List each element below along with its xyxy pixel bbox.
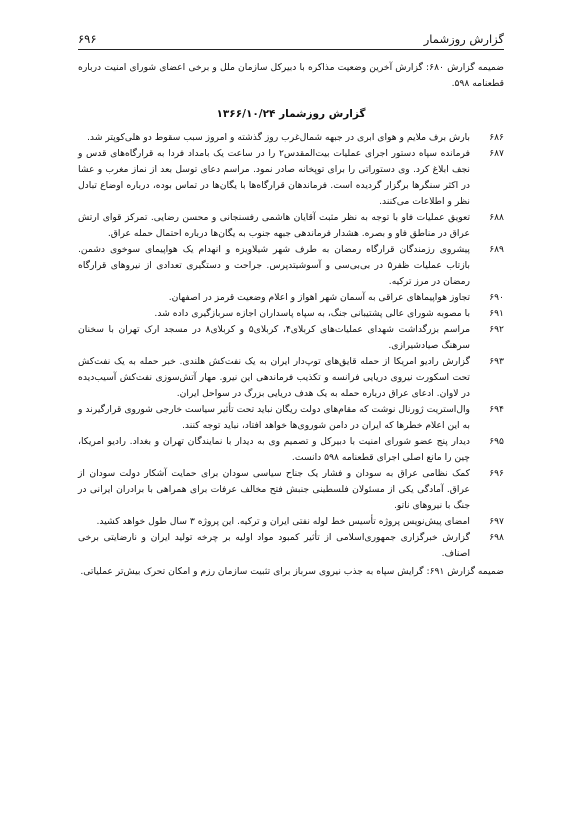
list-item bbox=[78, 322, 504, 354]
list-item bbox=[78, 242, 504, 290]
entry-text: کمک نظامی عراق به سودان و فشار یک جناح سیاسی سودان برای حمایت آشکار دولت سودان از عراق. آمادگی یکی از مسئولان فلسطینی جنبش فتح مخالف عرفات برای همراهی با برادران ایرانی در جنگ با نیروهای ناتو. bbox=[78, 468, 470, 511]
entry-number: ۶۹۷ bbox=[489, 516, 504, 527]
entry-text: تجاوز هواپیماهای عراقی به آسمان شهر اهواز و اعلام وضعیت قرمز در اصفهان. bbox=[168, 292, 470, 303]
entry-number: ۶۹۴ bbox=[489, 404, 504, 415]
list-item bbox=[78, 130, 504, 146]
entry-text: بارش برف ملایم و هوای ابری در جبهه شمال‌غرب روز گذشته و امروز سبب سقوط دو هلی‌کوپتر شد. bbox=[86, 132, 470, 143]
list-item bbox=[78, 354, 504, 402]
header-title: گزارش روزشمار bbox=[423, 32, 504, 46]
entry-number: ۶۹۳ bbox=[489, 356, 504, 367]
entry-text: گزارش خبرگزاری جمهوری‌اسلامی از تأثیر کمبود مواد اولیه بر چرخه تولید ایران و نارضایتی برخی اصناف. bbox=[78, 532, 470, 559]
list-item bbox=[78, 146, 504, 210]
entry-number: ۶۹۵ bbox=[489, 436, 504, 447]
entry-number: ۶۹۸ bbox=[489, 532, 504, 543]
entry-text: تعویق عملیات فاو با توجه به نظر مثبت آقایان هاشمی رفسنجانی و محسن رضایی. تمرکز قوای ارتش عراق در مناطق فاو و بصره. هشدار فرماندهی جبهه جنوب به یگان‌ها درباره احتمال حمله عراق. bbox=[78, 212, 470, 239]
list-item bbox=[78, 210, 504, 242]
entry-list bbox=[78, 130, 504, 562]
list-item bbox=[78, 530, 504, 562]
running-header bbox=[78, 24, 504, 50]
entry-number: ۶۸۸ bbox=[489, 212, 504, 223]
page-number: ۶۹۶ bbox=[78, 32, 97, 46]
entry-number: ۶۸۷ bbox=[489, 148, 504, 159]
list-item bbox=[78, 466, 504, 514]
page-content bbox=[78, 60, 504, 580]
entry-number: ۶۹۰ bbox=[489, 292, 504, 303]
annex-note-top: ضمیمه گزارش ۶۸۰: گزارش آخرین وضعیت مذاکره با دبیرکل سازمان ملل و برخی اعضای شورای امنیت درباره قطعنامه ۵۹۸. bbox=[78, 62, 504, 89]
entry-number: ۶۸۶ bbox=[489, 132, 504, 143]
entry-text: با مصوبه شورای عالی پشتیبانی جنگ، به سپاه پاسداران اجازه سربازگیری داده شد. bbox=[154, 308, 470, 319]
list-item bbox=[78, 290, 504, 306]
entry-text: دیدار پنج عضو شورای امنیت با دبیرکل و تصمیم وی به دیدار با نمایندگان تهران و بغداد. رادیو امریکا، چین را مانع اصلی اجرای قطعنامه ۵۹۸ دانست. bbox=[78, 436, 470, 463]
list-item bbox=[78, 402, 504, 434]
entry-text: امضای پیش‌نویس پروژه تأسیس خط لوله نفتی ایران و ترکیه. این پروژه ۳ سال طول خواهد کشید. bbox=[96, 516, 470, 527]
entry-number: ۶۸۹ bbox=[489, 244, 504, 255]
entry-text: پیشروی رزمندگان قرارگاه رمضان به طرف شهر شیلاویزه و انهدام یک هواپیمای سوخوی دشمن. بازتاب عملیات ظفر۵ در بی‌بی‌سی و آسوشیتدپرس. جراحت و دستگیری تعدادی از نیروهای قرارگاه رمضان در مرز ترکیه. bbox=[78, 244, 470, 287]
entry-number: ۶۹۲ bbox=[489, 324, 504, 335]
entry-number: ۶۹۱ bbox=[489, 308, 504, 319]
entry-text: فرمانده سپاه دستور اجرای عملیات بیت‌المقدس۲ را در ساعت یک بامداد فردا به قرارگاه‌های قدس و نجف ابلاغ کرد. وی دستوراتی را برای توپخانه صادر نمود. مراسم دعای توسل بعد از نماز مغرب و عشا در اکثر سنگرها برگزار گردیده است. فرماندهان قرارگاه‌ها با یگان‌ها در تماس بوده، درباره اوضاع تبادل نظر و اطلاعات می‌کنند. bbox=[78, 148, 470, 207]
list-item bbox=[78, 434, 504, 466]
entry-number: ۶۹۶ bbox=[489, 468, 504, 479]
entry-text: مراسم بزرگداشت شهدای عملیات‌های کربلای۴، کربلای۵ و کربلای۸ در مسجد ارک تهران با سخنان سرهنگ صیادشیرازی. bbox=[78, 324, 471, 351]
annex-note-bottom: ضمیمه گزارش ۶۹۱: گرایش سپاه به جذب نیروی سرباز برای تثبیت سازمان رزم و امکان تحرک بیش‌تر عملیاتی. bbox=[80, 566, 504, 577]
list-item bbox=[78, 306, 504, 322]
date-heading: گزارش روزشمار ۱۳۶۶/۱۰/۲۴ bbox=[216, 108, 366, 120]
entry-text: گزارش رادیو امریکا از حمله قایق‌های توپ‌دار ایران به یک نفت‌کش هلندی. خبر حمله به یک نفت‌کش تحت اسکورت نیروی دریایی فرانسه و تکذیب فرماندهی این نیرو. مهار آتش‌سوزی نفت‌کش آسیب‌دیده در لاوان. ادعای عراق درباره حمله به یک هدف دریایی بزرگ در سواحل ایران. bbox=[78, 356, 470, 399]
list-item bbox=[78, 514, 504, 530]
entry-text: وال‌استریت ژورنال نوشت که مقام‌های دولت ریگان نباید تحت تأثیر سیاست خارجی شوروی قرارگیرند و به این اعلام خطرها که ایران در دامن شوروی‌ها خواهد افتاد، نباید توجه کنند. bbox=[78, 404, 470, 431]
